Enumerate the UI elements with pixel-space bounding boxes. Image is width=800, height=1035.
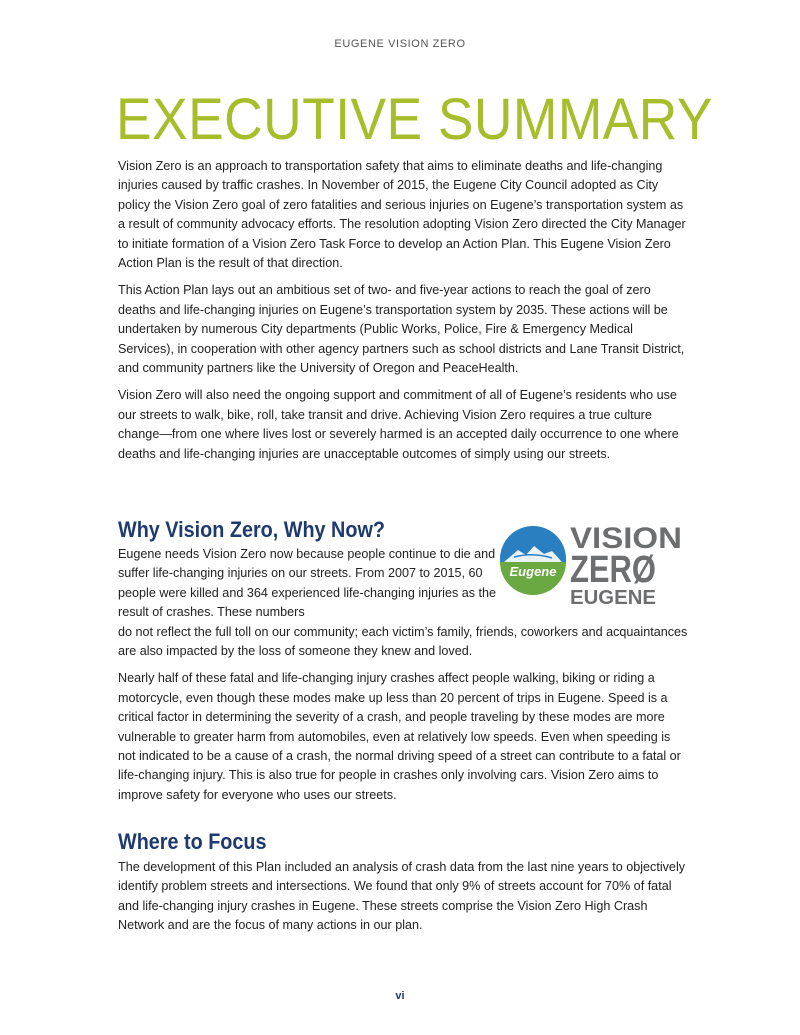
intro-paragraph: Vision Zero will also need the ongoing support and commitment of all of Eugene’s residents who use our streets to walk, bike, roll, take transit and drive. Achieving Vision Zero requires a true culture change—from one where lives lost or severely harmed is an accepted daily occurrence to one where deaths and life-changing injuries are unacceptable outcomes of simply using our streets. bbox=[118, 388, 679, 461]
focus-section bbox=[118, 829, 688, 944]
focus-paragraph: The development of this Plan included an analysis of crash data from the last nine years to objectively identify problem streets and intersections. We found that only 9% of streets account for 70% of fatal and life-changing injury crashes in Eugene. These streets comprise the Vision Zero High Crash Network and are the focus of many actions in our plan. bbox=[118, 860, 686, 933]
why-paragraph: Nearly half of these fatal and life-changing injury crashes affect people walking, biking or riding a motorcycle, even though these modes make up less than 20 percent of trips in Eugene. Speed is a critical factor in determining the severity of a crash, and people traveling by these modes are more vulnerable to greater harm from automobiles, even at relatively low speeds. Even when speeding is not indicated to be a cause of a crash, the normal driving speed of a street can contribute to a fatal or life-changing injury. This is also true for people in crashes only involving cars. Vision Zero aims to improve safety for everyone who uses our streets. bbox=[118, 671, 681, 802]
intro-paragraph: This Action Plan lays out an ambitious set of two- and five-year actions to reach the goal of zero deaths and life-changing injuries on Eugene’s transportation system by 2035. These actions will be undertaken by numerous City departments (Public Works, Police, Fire & Emergency Medical Services), in cooperation with other agency partners such as school districts and Lane Transit District, and community partners like the University of Oregon and PeaceHealth. bbox=[118, 283, 685, 376]
vision-zero-logo bbox=[500, 522, 690, 612]
logo-word-eugene: EUGENE bbox=[570, 587, 656, 609]
focus-heading: Where to Focus bbox=[118, 829, 267, 854]
why-heading: Why Vision Zero, Why Now? bbox=[118, 517, 385, 542]
badge-text: Eugene bbox=[509, 564, 557, 579]
why-paragraph-wide: do not reflect the full toll on our community; each victim’s family, friends, coworkers and acquaintances are also impacted by the loss of someone they knew and loved. bbox=[118, 624, 688, 659]
running-head: EUGENE VISION ZERO bbox=[334, 38, 466, 50]
logo-word-zero: ZERØ bbox=[570, 549, 656, 591]
intro-section bbox=[118, 157, 688, 472]
page-title: EXECUTIVE SUMMARY bbox=[116, 87, 713, 152]
page-number: vi bbox=[395, 990, 405, 1002]
vision-zero-logo-graphic bbox=[500, 522, 690, 612]
intro-paragraph: Vision Zero is an approach to transportation safety that aims to eliminate deaths and life-changing injuries caused by traffic crashes. In November of 2015, the Eugene City Council adopted as City policy the Vision Zero goal of zero fatalities and serious injuries on Eugene’s transportation system as a result of community advocacy efforts. The resolution adopting Vision Zero directed the City Manager to initiate formation of a Vision Zero Task Force to develop an Action Plan. This Eugene Vision Zero Action Plan is the result of that direction. bbox=[118, 159, 686, 271]
why-paragraph-narrow: Eugene needs Vision Zero now because people continue to die and suffer life-changing injuries on our streets. From 2007 to 2015, 60 people were killed and 364 experienced life-changing injuries as the result of crashes. These numbers bbox=[118, 547, 497, 620]
logo-word-vision: VISION bbox=[570, 522, 682, 555]
